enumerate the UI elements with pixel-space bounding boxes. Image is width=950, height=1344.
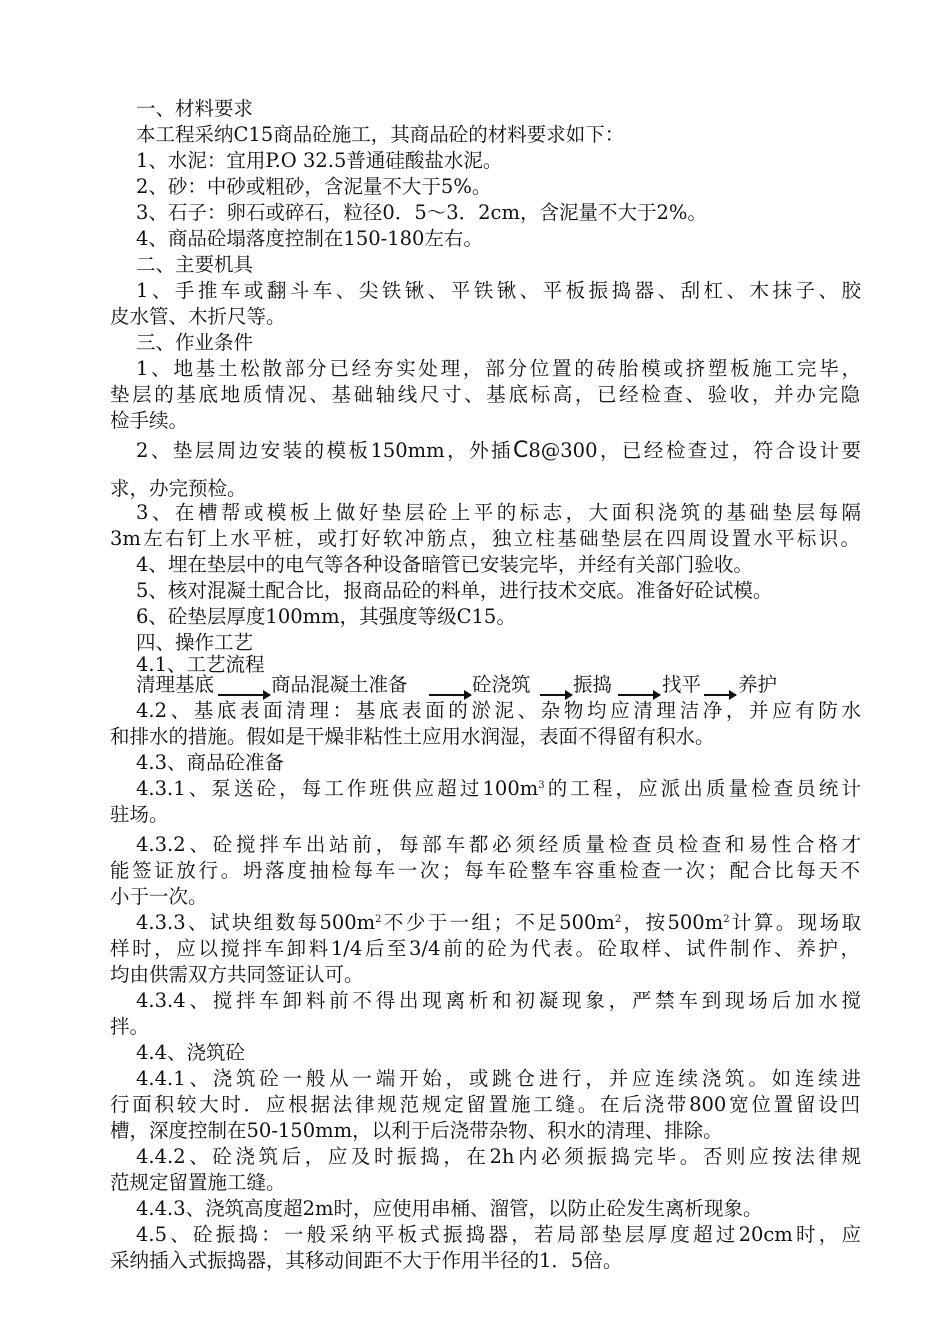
text-run: 8@300，已经检查过，符合设计要: [528, 439, 861, 462]
paragraph-continued: 和排水的措施。假如是干燥非粘性土应用水润湿，表面不得留有积水。: [110, 725, 715, 748]
flow-step-vibrating: 振捣: [573, 673, 613, 696]
heading-operation: 四、操作工艺: [136, 631, 254, 654]
text-run: 不少于一组；不足500m: [381, 911, 615, 934]
arrow-icon: [704, 694, 736, 696]
paragraph-continued: 能签证放行。坍落度抽检每车一次；每车砼整车容重检查一次；配合比每天不: [110, 859, 860, 882]
paragraph: 5、核对混凝土配合比，报商品砼的料单，进行技术交底。准备好砼试模。: [136, 579, 773, 602]
paragraph-continued: 驻场。: [110, 803, 169, 826]
flow-step-pouring: 砼浇筑: [472, 673, 531, 696]
paragraph: 1、手推车或翻斗车、尖铁锹、平铁锹、平板振捣器、刮杠、木抹子、胶: [136, 279, 861, 302]
paragraph-test-blocks: [136, 910, 861, 936]
heading-machinery: 二、主要机具: [136, 253, 254, 276]
paragraph: 4、商品砼塌落度控制在150-180左右。: [136, 227, 483, 250]
flow-step-concrete-preparation: 商品混凝土准备: [271, 673, 408, 696]
subheading-process-flow: 4.1、工艺流程: [136, 653, 265, 676]
paragraph-continued: 拌。: [110, 1015, 150, 1038]
text-run: 2、垫层周边安装的模板150mm，外插: [136, 439, 513, 462]
superscript: 2: [614, 914, 622, 925]
text-run: ，按500m: [621, 911, 724, 934]
paragraph: 4.4.3、浇筑高度超2m时，应使用串桶、溜管，以防止砼发生离析现象。: [136, 1197, 763, 1220]
paragraph: 4.3.2、砼搅拌车出站前，每部车都必须经质量检查员检查和易性合格才: [136, 833, 861, 856]
flow-step-leveling: 找平: [662, 673, 702, 696]
text-run: 4.3.1、泵送砼，每工作班供应超过100m: [136, 777, 539, 800]
paragraph-continued: 垫层的基底地质情况、基础轴线尺寸、基底标高，已经检查、验收，并办完隐: [110, 383, 860, 406]
paragraph-pumped-concrete: [136, 776, 861, 802]
subheading-concrete-prep: 4.3、商品砼准备: [136, 751, 285, 774]
paragraph-continued: 采纳插入式振捣器，其移动间距不大于作用半径的1．5倍。: [110, 1249, 623, 1272]
paragraph-continued: 槽，深度控制在50-150mm，以利于后浇带杂物、积水的清理、排除。: [110, 1119, 723, 1142]
rebar-symbol: C: [512, 438, 529, 463]
paragraph: 6、砼垫层厚度100mm，其强度等级C15。: [136, 605, 516, 628]
paragraph: 4.5、砼振捣：一般采纳平板式振捣器，若局部垫层厚度超过20cm时，应: [136, 1223, 861, 1246]
text-run: 4.3.3、试块组数每500m: [136, 911, 376, 934]
subheading-pouring: 4.4、浇筑砼: [136, 1041, 246, 1064]
text-run: 计算。现场取: [729, 911, 861, 934]
paragraph-continued: 皮水管、木折尺等。: [110, 305, 286, 328]
paragraph: 4.3.4、搅拌车卸料前不得出现离析和初凝现象，严禁车到现场后加水搅: [136, 989, 861, 1012]
paragraph-continued: 行面积较大时．应根据法律规范规定留置施工缝。在后浇带800宽位置留设凹: [110, 1093, 860, 1116]
paragraph-continued: 求，办完预检。: [110, 477, 247, 500]
paragraph: 4.2、基底表面清理：基底表面的淤泥、杂物均应清理洁净，并应有防水: [136, 699, 861, 722]
flow-step-base-cleaning: 清理基底: [136, 673, 215, 696]
superscript: 2: [375, 914, 382, 925]
arrow-icon: [218, 694, 270, 696]
paragraph: 3、在槽帮或模板上做好垫层砼上平的标志，大面积浇筑的基础垫层每隔: [136, 501, 861, 524]
paragraph: 4.4.2、砼浇筑后，应及时振捣，在2h内必须振捣完毕。否则应按法律规: [136, 1145, 861, 1168]
flow-step-curing: 养护: [738, 673, 778, 696]
paragraph: 1、水泥：宜用P.O 32.5普通硅酸盐水泥。: [136, 149, 503, 172]
paragraph-continued: 样时，应以搅拌车卸料1/4后至3/4前的砼为代表。砼取样、试件制作、养护，: [110, 937, 860, 960]
paragraph-continued: 小于一次。: [110, 885, 208, 908]
superscript: 3: [538, 780, 545, 791]
paragraph: 本工程采纳C15商品砼施工，其商品砼的材料要求如下：: [136, 123, 625, 146]
paragraph-formwork: [136, 438, 861, 464]
heading-materials: 一、材料要求: [136, 97, 254, 120]
paragraph-continued: 3m左右钉上水平桩，或打好软冲筋点，独立柱基础垫层在四周设置水平标识。: [110, 527, 860, 550]
paragraph: 1、地基土松散部分已经夯实处理，部分位置的砖胎模或挤塑板施工完毕，: [136, 357, 861, 380]
paragraph-continued: 均由供需双方共同签证认可。: [110, 963, 364, 986]
paragraph: 4.4.1、浇筑砼一般从一端开始，或跳仓进行，并应连续浇筑。如连续进: [136, 1067, 861, 1090]
paragraph: 2、砂：中砂或粗砂，含泥量不大于5%。: [136, 175, 492, 198]
paragraph-continued: 检手续。: [110, 409, 189, 432]
heading-conditions: 三、作业条件: [136, 331, 254, 354]
text-run: 的工程，应派出质量检查员统计: [544, 777, 861, 800]
arrow-icon: [429, 694, 471, 696]
paragraph: 4、埋在垫层中的电气等各种设备暗管已安装完毕，并经有关部门验收。: [136, 553, 753, 576]
superscript: 2: [723, 914, 730, 925]
arrow-icon: [540, 694, 572, 696]
paragraph-continued: 范规定留置施工缝。: [110, 1171, 286, 1194]
paragraph: 3、石子：卵石或碎石，粒径0．5～3．2cm，含泥量不大于2%。: [136, 201, 707, 224]
arrow-icon: [618, 694, 660, 696]
